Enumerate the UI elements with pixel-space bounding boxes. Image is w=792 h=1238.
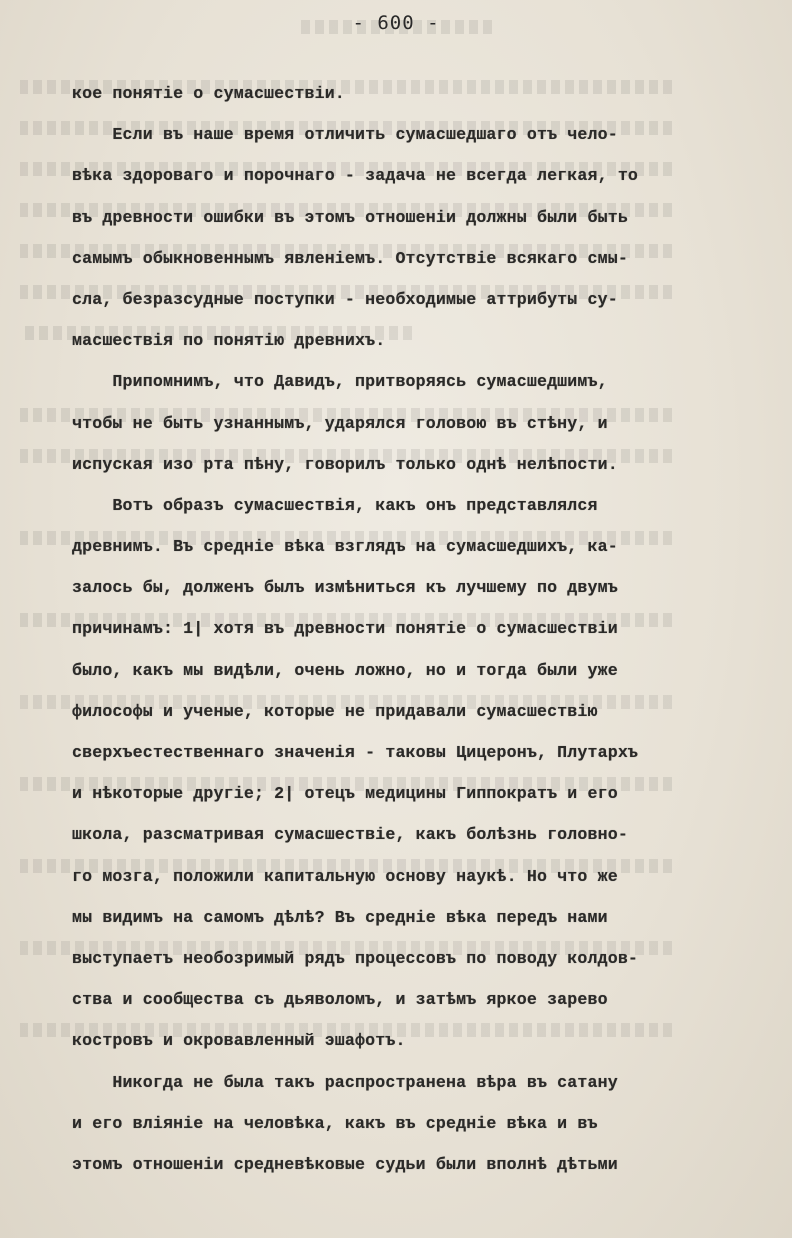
text-line: и нѣкоторые другіе; 2| отецъ медицины Гиппократъ и его (72, 784, 618, 804)
text-line: и его вліяніе на человѣка, какъ въ средніе вѣка и въ (72, 1113, 598, 1133)
text-line: испуская изо рта пѣну, говорилъ только однѣ нелѣпости. (72, 454, 618, 474)
text-line: выступаетъ необозримый рядъ процессовъ по поводу колдов- (72, 948, 639, 968)
text-line: залось бы, долженъ былъ измѣниться къ лучшему по двумъ (72, 578, 618, 598)
text-line: ства и сообщества съ дьяволомъ, и затѣмъ яркое зарево (72, 990, 608, 1010)
text-line: сверхъестественнаго значенія - таковы Цицеронъ, Плутархъ (72, 743, 639, 762)
text-line: этомъ отношеніи средневѣковые судьи были вполнѣ дѣтьми (72, 1154, 618, 1174)
body-text (72, 73, 772, 1185)
text-line: древнимъ. Въ средніе вѣка взглядъ на сумасшедшихъ, ка- (72, 537, 618, 557)
text-line: было, какъ мы видѣли, очень ложно, но и тогда были уже (72, 660, 618, 680)
text-line: школа, разсматривая сумасшествіе, какъ болѣзнь головно- (72, 825, 628, 845)
text-line: причинамъ: 1| хотя въ древности понятіе о сумасшествіи (72, 619, 618, 639)
text-line: Вотъ образъ сумасшествія, какъ онъ представлялся (72, 495, 598, 515)
text-line: мы видимъ на самомъ дѣлѣ? Въ средніе вѣка передъ нами (72, 907, 608, 927)
text-line: масшествія по понятію древнихъ. (72, 331, 386, 351)
page-number: - 600 - (352, 12, 440, 34)
text-line: го мозга, положили капитальную основу наукѣ. Но что же (72, 866, 618, 886)
text-line: Если въ наше время отличить сумасшедшаго отъ чело- (72, 125, 618, 145)
text-line: Припомнимъ, что Давидъ, притворяясь сумасшедшимъ, (72, 372, 608, 392)
text-line: въ древности ошибки въ этомъ отношеніи должны были быть (72, 207, 628, 227)
text-line: чтобы не быть узнаннымъ, ударялся головою въ стѣну, и (72, 413, 608, 433)
text-line: кое понятіе о сумасшествіи. (72, 84, 345, 103)
text-line: вѣка здороваго и порочнаго - задача не всегда легкая, то (72, 166, 639, 186)
text-line: Никогда не была такъ распространена вѣра въ сатану (72, 1072, 618, 1092)
text-line: костровъ и окровавленный эшафотъ. (72, 1031, 406, 1051)
text-line: сла, безразсудные поступки - необходимые аттрибуты су- (72, 289, 618, 309)
text-line: самымъ обыкновеннымъ явленіемъ. Отсутствіе всякаго смы- (72, 248, 628, 268)
text-line: философы и ученые, которые не придавали сумасшествію (72, 701, 598, 721)
